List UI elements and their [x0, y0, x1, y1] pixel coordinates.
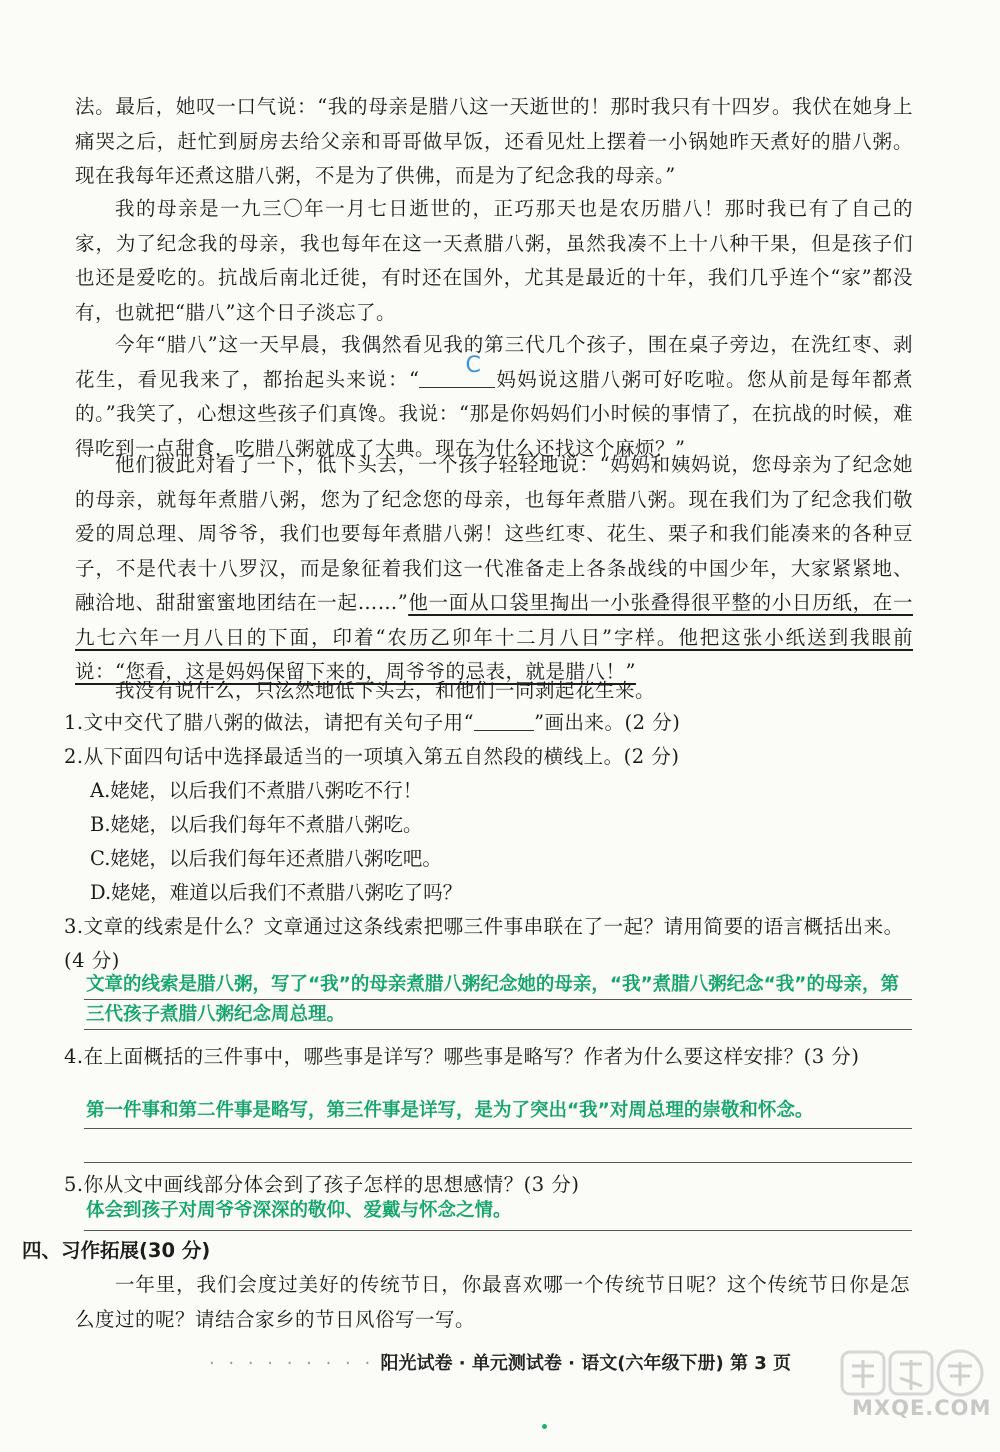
handwritten-choice: C — [465, 352, 482, 378]
question-1-text: 1.文中交代了腊八粥的做法，请把有关句子用“ — [64, 711, 475, 734]
underlined-passage: 他一面从口袋里掏出一小张叠得很平整的小日历纸，在一九七六年一月八日的下面，印着“农历乙卯年十二月八日”字样。他把这张小纸送到我眼前说：“您看，这是妈妈保留下来的，周爷爷的忌表，就是腊八！” — [75, 591, 913, 683]
underline-sample — [474, 708, 534, 731]
footer-dots: · · · · · · · · · — [208, 1353, 375, 1374]
paragraph-3-end: 妈妈说这腊八粥可好吃啦。您从前是每年都煮的。”我笑了，心想这些孩子们真馋。我说：“那是你妈妈们小时候的事情了，在抗战的时候，难得吃到一点甜食，吃腊八粥就成了大典。现在为什么还找这个麻烦？” — [75, 367, 913, 460]
passage-paragraph-4 — [75, 448, 913, 690]
watermark-logo — [838, 1346, 992, 1432]
option-b: B.姥姥，以后我们每年不煮腊八粥吃。 — [90, 813, 423, 836]
option-a: A.姥姥，以后我们不煮腊八粥吃不行！ — [90, 779, 423, 802]
passage-paragraph-3 — [75, 328, 913, 466]
question-1 — [64, 706, 914, 740]
answer-line — [84, 1162, 912, 1163]
question-1-points: ”画出来。(2 分) — [534, 711, 681, 734]
watermark-logo-icon — [838, 1346, 988, 1402]
question-3: 3.文章的线索是什么？文章通过这条线索把哪三件事串联在了一起？请用简要的语言概括出来。(4 分) — [64, 915, 904, 972]
answer-line — [84, 1128, 912, 1129]
question-5: 5.你从文中画线部分体会到了孩子怎样的思想感情？(3 分) — [64, 1173, 580, 1196]
writing-prompt: 一年里，我们会度过美好的传统节日，你最喜欢哪一个传统节日呢？这个传统节日你是怎么度过的呢？请结合家乡的节日风俗写一写。 — [75, 1273, 910, 1331]
question-2: 2.从下面四句话中选择最适当的一项填入第五自然段的横线上。(2 分) — [64, 745, 680, 768]
paragraph-3-start: 今年“腊八”这一天早晨，我偶然看见我的第三代几个孩子，围在桌子旁边，在洗红枣、剥花生，看见我来了，都抬起头来说：“ — [75, 333, 913, 391]
answer-5: 体会到孩子对周爷爷深深的敬仰、爱戴与怀念之情。 — [86, 1200, 512, 1221]
watermark-text: MXQE.COM — [852, 1396, 992, 1420]
passage-paragraph-5: 我没有说什么，只泫然地低下头去，和他们一同剥起花生来。 — [115, 679, 656, 702]
answer-3: 文章的线索是腊八粥，写了“我”的母亲煮腊八粥纪念她的母亲，“我”煮腊八粥纪念“我”的母亲，第三代孩子煮腊八粥纪念周总理。 — [86, 974, 899, 1025]
answer-blank — [419, 352, 495, 388]
passage-paragraph-1: 法。最后，她叹一口气说：“我的母亲是腊八这一天逝世的！那时我只有十四岁。我伏在她身上痛哭之后，赶忙到厨房去给父亲和哥哥做早饭，还看见灶上摆着一小锅她昨天煮好的腊八粥。现在我每年还煮这腊八粥，不是为了供佛，而是为了纪念我的母亲。” — [75, 95, 913, 187]
green-dot — [542, 1424, 547, 1429]
option-d: D.姥姥，难道以后我们不煮腊八粥吃了吗？ — [90, 881, 463, 904]
question-4: 4.在上面概括的三件事中，哪些事是详写？哪些事是略写？作者为什么要这样安排？(3 分) — [64, 1045, 860, 1068]
answer-line — [84, 1029, 912, 1030]
passage-paragraph-2: 我的母亲是一九三〇年一月七日逝世的，正巧那天也是农历腊八！那时我已有了自己的家，为了纪念我的母亲，我也每年在这一天煮腊八粥，虽然我凑不上十八种干果，但是孩子们也还是爱吃的。抗战后南北迁徙，有时还在国外，尤其是最近的十年，我们几乎连个“家”都没有，也就把“腊八”这个日子淡忘了。 — [75, 197, 913, 324]
answer-4: 第一件事和第二件事是略写，第三件事是详写，是为了突出“我”对周总理的崇敬和怀念。 — [86, 1100, 814, 1121]
footer-text: 阳光试卷 · 单元测试卷 · 语文(六年级下册) 第 3 页 — [380, 1353, 792, 1374]
answer-line — [84, 999, 912, 1000]
section-4-title: 四、习作拓展(30 分) — [22, 1239, 211, 1262]
option-c: C.姥姥，以后我们每年还煮腊八粥吃吧。 — [90, 847, 442, 870]
paragraph-4-start: 他们彼此对看了一下，低下头去，一个孩子轻轻地说：“妈妈和姨妈说，您母亲为了纪念她的母亲，就每年煮腊八粥，您为了纪念您的母亲，也每年煮腊八粥。现在我们为了纪念我们敬爱的周总理、周爷爷，我们也要每年煮腊八粥！这些红枣、花生、栗子和我们能凑来的各种豆子，不是代表十八罗汉，而是象征着我们这一代准备走上各条战线的中国少年，大家紧紧地、融洽地、甜甜蜜蜜地团结在一起……” — [75, 453, 913, 614]
answer-line — [84, 1230, 912, 1231]
